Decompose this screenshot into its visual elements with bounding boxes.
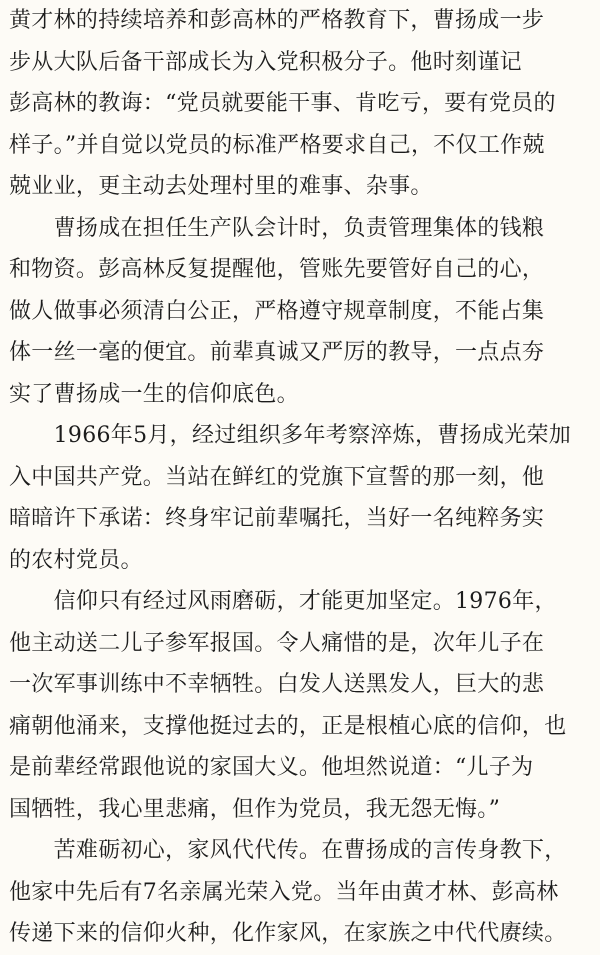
text-line: 和物资。彭高林反复提醒他，管账先要管好自己的心， [9, 257, 545, 282]
text-line: 传递下来的信仰火种，化作家风，在家族之中代代赓续。 [9, 921, 567, 946]
text-line: 实了曹扬成一生的信仰底色。 [9, 381, 299, 407]
text-line: 苦难砺初心，家风代代传。在曹扬成的言传身教下， [9, 838, 567, 863]
text-line: 暗暗许下承诺：终身牢记前辈嘱托，当好一名纯粹务实 [9, 506, 545, 531]
text-line: 步从大队后备干部成长为入党积极分子。他时刻谨记 [9, 49, 522, 75]
text-line: 样子。”并自觉以党员的标准严格要求自己，不仅工作兢 [9, 132, 545, 158]
text-line: 一次军事训练中不幸牺牲。白发人送黑发人，巨大的悲 [9, 672, 545, 697]
text-line: 信仰只有经过风雨磨砺，才能更加坚定。1976年， [9, 589, 557, 614]
text-line: 曹扬成在担任生产队会计时，负责管理集体的钱粮 [9, 215, 545, 241]
text-line: 做人做事必须清白公正，严格遵守规章制度，不能占集 [9, 298, 545, 324]
text-line: 国牺牲，我心里悲痛，但作为党员，我无怨无悔。” [9, 796, 501, 822]
text-line: 兢业业，更主动去处理村里的难事、杂事。 [9, 174, 433, 199]
text-line: 的农村党员。 [9, 547, 143, 573]
text-line: 是前辈经常跟他说的家国大义。他坦然说道：“儿子为 [9, 755, 534, 780]
text-line: 1966年5月，经过组织多年考察淬炼，曹扬成光荣加 [9, 423, 572, 448]
text-line: 他家中先后有7名亲属光荣入党。当年由黄才林、彭高林 [9, 879, 559, 905]
text-line: 彭高林的教诲：“党员就要能干事、肯吃亏，要有党员的 [9, 91, 556, 116]
text-line: 体一丝一毫的便宜。前辈真诚又严厉的教导，一点点夯 [9, 340, 545, 365]
text-line: 黄才林的持续培养和彭高林的严格教育下，曹扬成一步 [9, 8, 545, 33]
text-line: 痛朝他涌来，支撑他挺过去的，正是根植心底的信仰，也 [9, 713, 567, 739]
text-line: 他主动送二儿子参军报国。令人痛惜的是，次年儿子在 [9, 630, 545, 656]
text-line: 入中国共产党。当站在鲜红的党旗下宣誓的那一刻，他 [9, 464, 545, 490]
